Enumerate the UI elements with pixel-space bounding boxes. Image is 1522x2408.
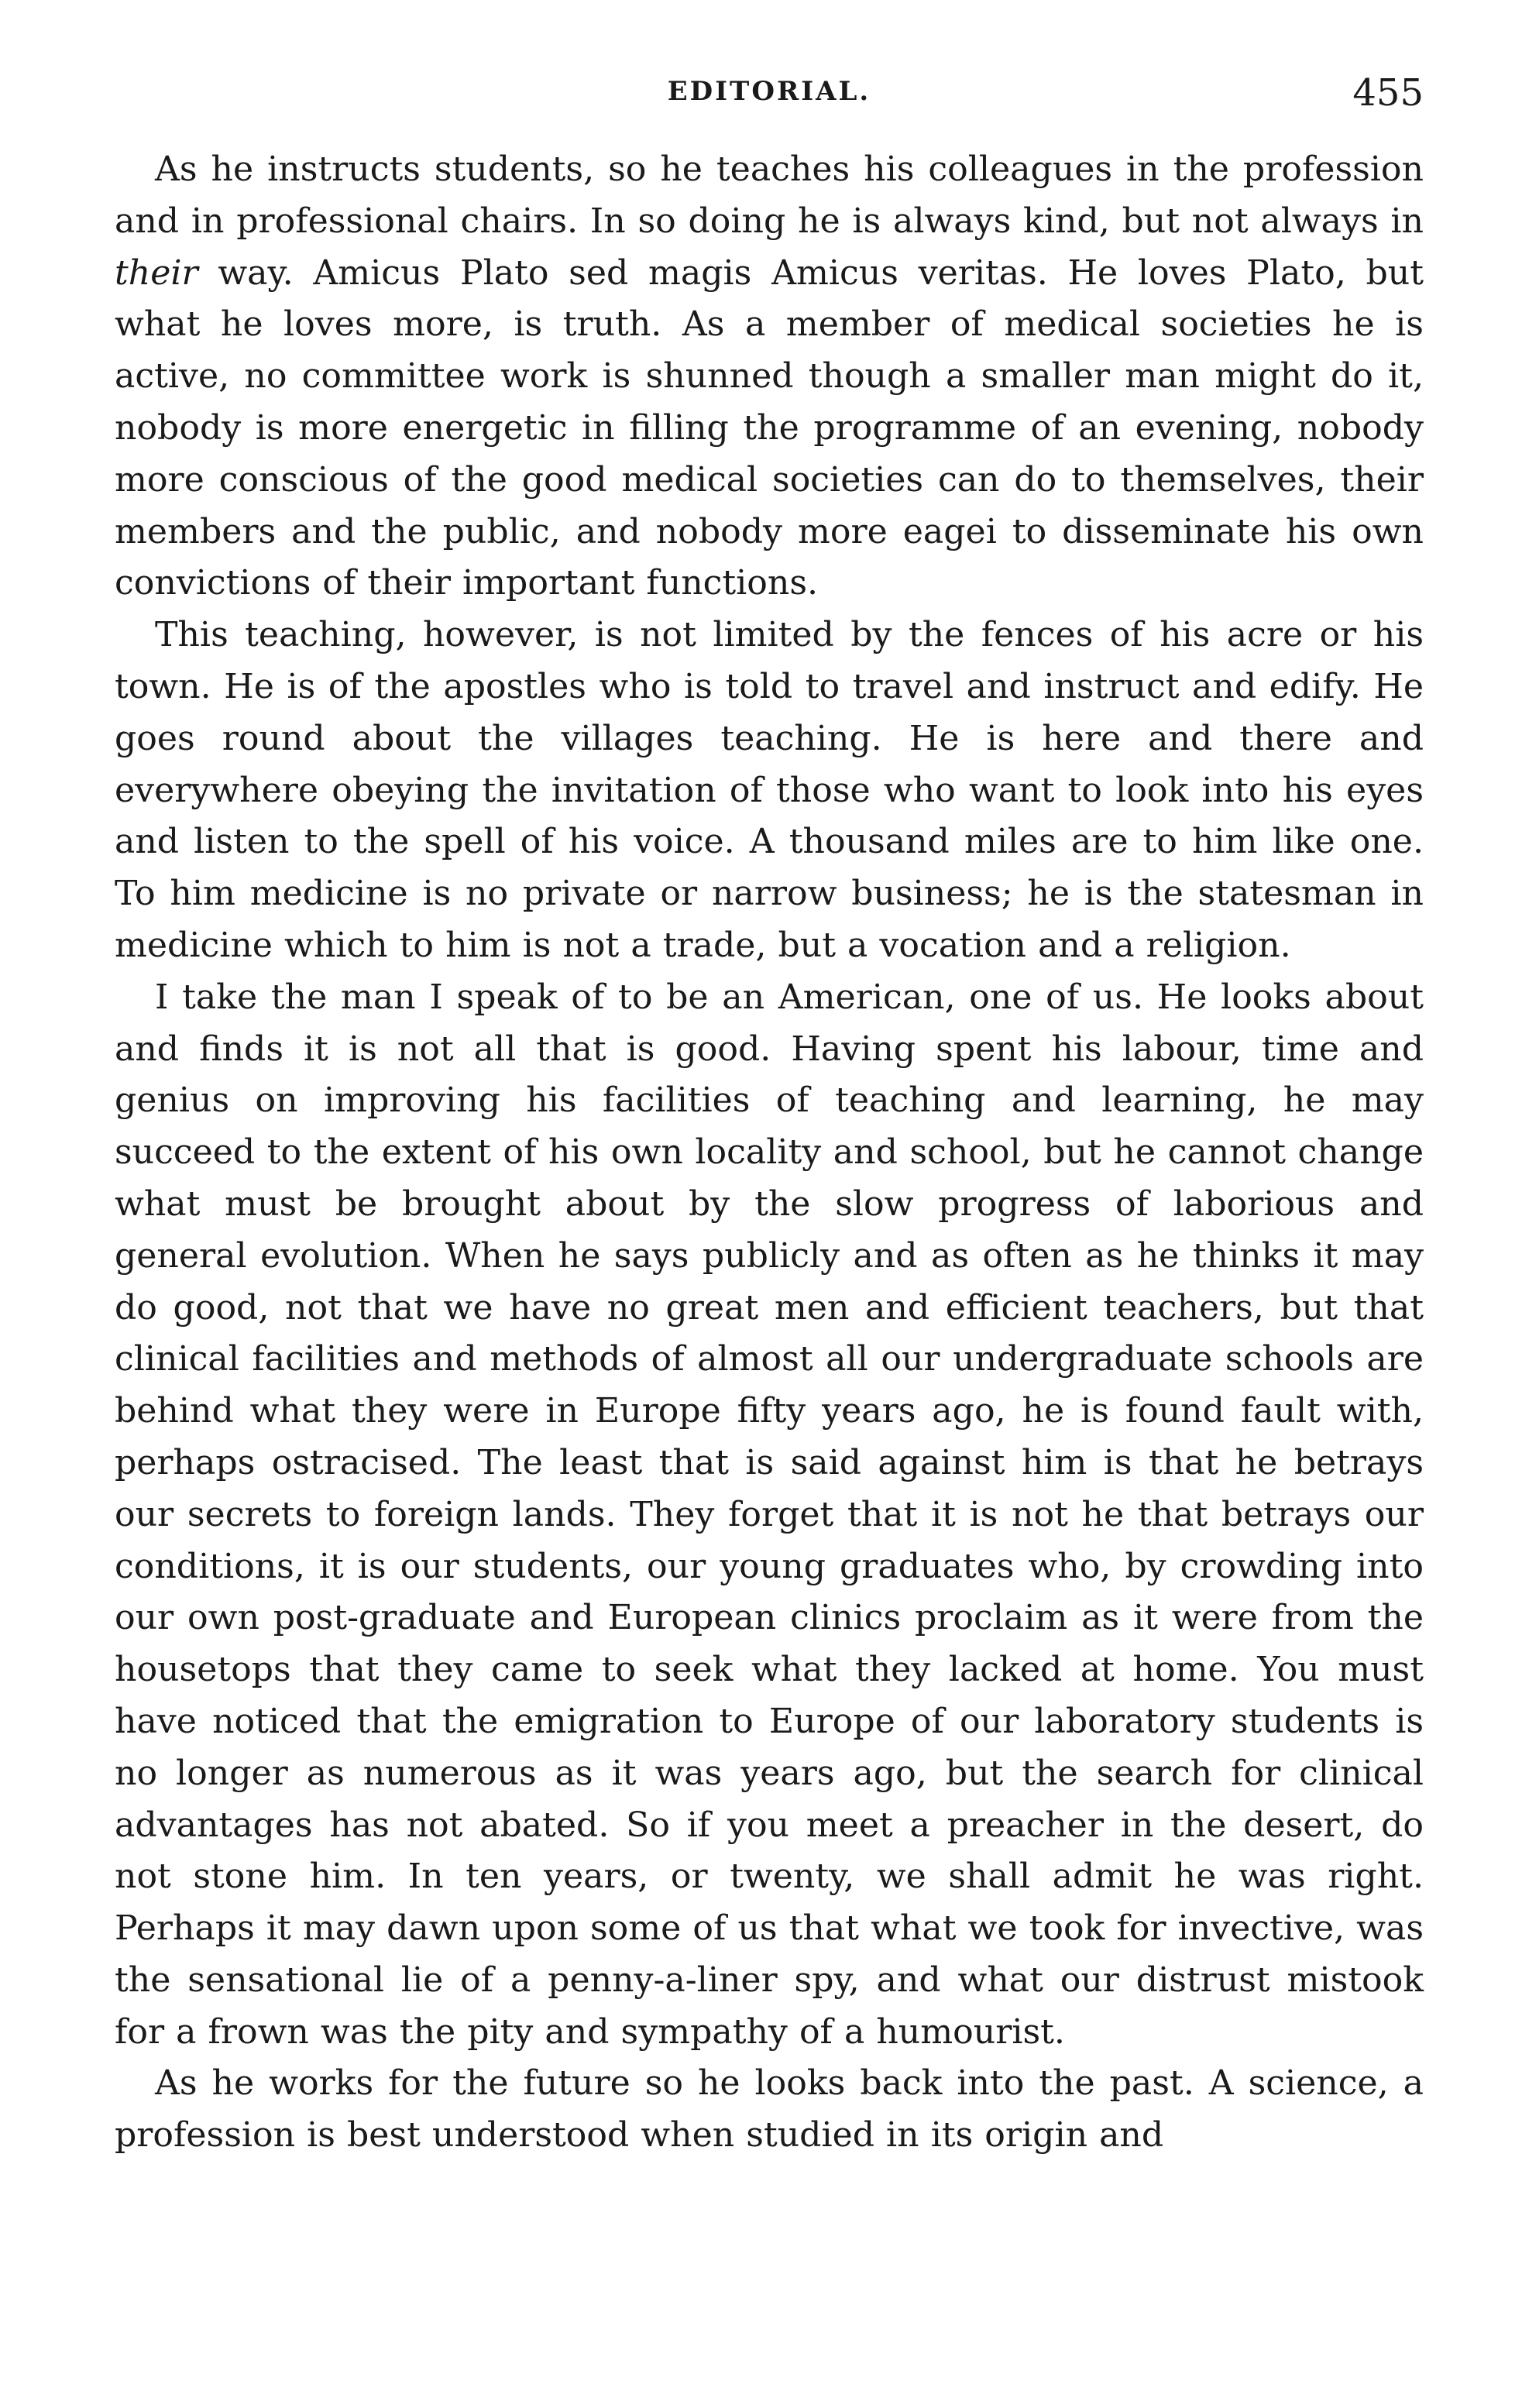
- page-header: [115, 71, 1424, 125]
- page-number: 455: [1352, 71, 1424, 115]
- paragraph-1: [115, 144, 1424, 610]
- paragraph-2: This teaching, however, is not limited by the fences of his acre or his town. He is of the apostles who is told to travel and instruct and edify. He goes round about the villages teaching. He is here and there and everywhere obeying the invitation of those who want to look into his eyes and listen to the spell of his voice. A thousand miles are to him like one. To him medicine is no private or narrow business; he is the statesman in medicine which to him is not a trade, but a vocation and a religion.: [115, 615, 1424, 965]
- paragraph-4: As he works for the future so he looks back into the past. A science, a profession is best understood when studied in its origin and: [115, 2063, 1424, 2156]
- paragraph-3: I take the man I speak of to be an American, one of us. He looks about and finds it is not all that is good. Having spent his labour, time and genius on improving his facilities of teaching and learning, he may succeed to the extent of his own locality and school, but he cannot change what must be brought about by the slow progress of laborious and general evolution. When he says publicly and as often as he thinks it may do good, not that we have no great men and efficient teachers, but that clinical facilities and methods of almost all our undergraduate schools are behind what they were in Europe fifty years ago, he is found fault with, perhaps ostracised. The least that is said against him is that he betrays our secrets to foreign lands. They forget that it is not he that betrays our conditions, it is our students, our young graduates who, by crowding into our own post-graduate and European clinics proclaim as it were from the housetops that they came to seek what they lacked at home. You must have noticed that the emigration to Europe of our laboratory students is no longer as numerous as it was years ago, but the search for clinical advantages has not abated. So if you meet a preacher in the desert, do not stone him. In ten years, or twenty, we shall admit he was right. Perhaps it may dawn upon some of us that what we took for invective, was the sensational lie of a penny-a-liner spy, and what our distrust mistook for a frown was the pity and sympathy of a humourist.: [115, 977, 1424, 2052]
- running-head: EDITORIAL.: [667, 76, 871, 107]
- paragraph-1-text-a: As he instructs students, so he teaches his colleagues in the profession and in professional chairs. In so doing he is always kind, but not always in: [115, 149, 1424, 241]
- paragraph-1-italic: their: [115, 252, 198, 293]
- body-text: [115, 144, 1424, 2162]
- document-page: [115, 71, 1424, 2162]
- paragraph-1-text-b: way. Amicus Plato sed magis Amicus veritas. He loves Plato, but what he loves more, is truth. As a member of medical societies he is active, no committee work is shunned though a smaller man might do it, nobody is more energetic in filling the programme of an evening, nobody more conscious of the good medical societies can do to themselves, their members and the public, and nobody more eagei to disseminate his own convictions of their important functions.: [115, 252, 1424, 603]
